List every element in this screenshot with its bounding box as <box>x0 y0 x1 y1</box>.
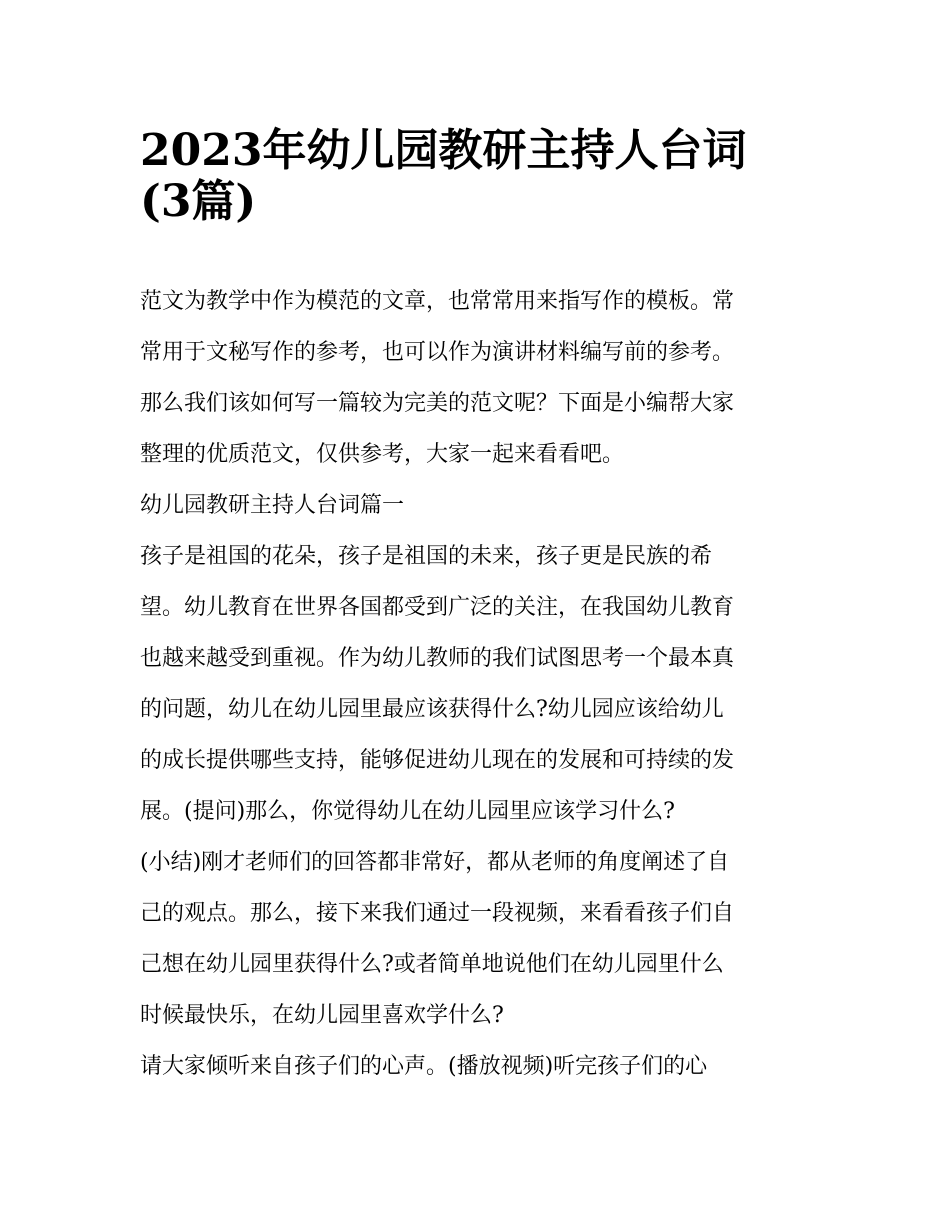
body-line: 的成长提供哪些支持，能够促进幼儿现在的发展和可持续的发 <box>140 748 735 773</box>
body-line: 那么我们该如何写一篇较为完美的范文呢？下面是小编帮大家 <box>140 391 735 416</box>
document-body <box>140 276 820 1092</box>
body-line: (小结)刚才老师们的回答都非常好，都从老师的角度阐述了自 <box>140 850 730 875</box>
body-line: 己想在幼儿园里获得什么?或者简单地说他们在幼儿园里什么 <box>140 952 724 977</box>
body-line: 孩子是祖国的花朵，孩子是祖国的未来，孩子更是民族的希 <box>140 544 713 569</box>
body-line: 望。幼儿教育在世界各国都受到广泛的关注，在我国幼儿教育 <box>140 595 735 620</box>
body-line: 也越来越受到重视。作为幼儿教师的我们试图思考一个最本真 <box>140 646 735 671</box>
title-line: 2023年幼儿园教研主持人台词 <box>140 125 747 176</box>
body-line: 时候最快乐，在幼儿园里喜欢学什么? <box>140 1003 504 1028</box>
body-line: 常用于文秘写作的参考，也可以作为演讲材料编写前的参考。 <box>140 340 735 365</box>
body-line: 己的观点。那么，接下来我们通过一段视频，来看看孩子们自 <box>140 901 735 926</box>
body-line: 请大家倾听来自孩子们的心声。(播放视频)听完孩子们的心 <box>140 1054 708 1079</box>
body-line: 展。(提问)那么，你觉得幼儿在幼儿园里应该学习什么? <box>140 799 675 824</box>
body-line: 整理的优质范文，仅供参考，大家一起来看看吧。 <box>140 442 625 467</box>
title-line: (3篇) <box>140 176 257 227</box>
body-line: 的问题，幼儿在幼儿园里最应该获得什么?幼儿园应该给幼儿 <box>140 697 724 722</box>
section-heading: 幼儿园教研主持人台词篇一 <box>140 493 405 518</box>
document-title <box>140 112 830 227</box>
body-line: 范文为教学中作为模范的文章，也常常用来指写作的模板。常 <box>140 289 735 314</box>
